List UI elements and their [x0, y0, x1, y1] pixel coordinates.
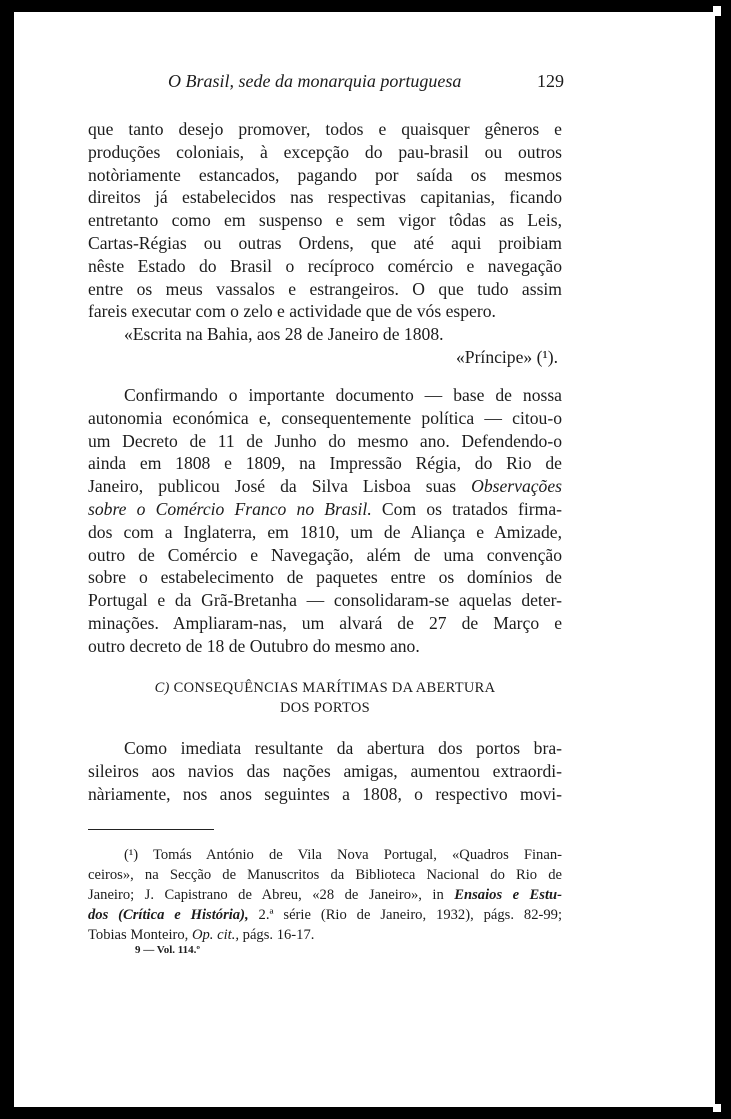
paragraph-1 [88, 118, 562, 369]
footnote-line [88, 925, 562, 945]
footnote-line [88, 885, 562, 905]
text-line: Cartas-Régias ou outras Ordens, que até aqui proibiam [88, 232, 562, 253]
text-line: Confirmando o importante documento — base de nossa [124, 385, 562, 405]
text-line: sileiros aos navios das nações amigas, aumentou extraordi- [88, 760, 562, 781]
footnote-divider [88, 829, 214, 830]
section-heading-line [88, 678, 562, 698]
paragraph-2 [88, 384, 562, 658]
closing-line: «Escrita na Bahia, aos 28 de Janeiro de 1808. [124, 324, 444, 345]
text-line: direitos já estabelecidos nas respectivas capitanias, ficando [88, 187, 562, 208]
text-segment: Com os tratados firma- [381, 498, 562, 519]
text-line: Como imediata resultante da abertura dos portos bra- [124, 738, 562, 758]
italic-title: Ensaios e Estu- [454, 887, 563, 903]
text-line: ainda em 1808 e 1809, na Impressão Régia, do Rio de [88, 453, 562, 474]
crop-mark-top-right [713, 6, 721, 16]
section-heading-line: DOS PORTOS [279, 700, 371, 716]
text-line [88, 475, 562, 498]
text-line: nêste Estado do Brasil o recíproco comércio e navegação [88, 255, 562, 276]
page-number: 129 [537, 71, 564, 91]
text-line: autonomia económica e, consequentemente política — citou-o [88, 407, 562, 428]
running-header [150, 71, 564, 95]
text-line: fareis executar com o zelo e actividade que de vós espero. [88, 301, 496, 322]
footnote [88, 845, 562, 945]
italic-title: Observações [471, 476, 562, 497]
text-line: outro de Comércio e Navegação, além de uma convenção [88, 544, 562, 565]
text-line: dos com a Inglaterra, em 1810, um de Aliança e Amizade, [88, 521, 562, 542]
text-segment: Tobias Monteiro, [88, 927, 189, 943]
footnote-line [88, 905, 562, 925]
running-title: O Brasil, sede da monarquia portuguesa [168, 71, 462, 91]
italic-title: dos (Crítica e História), [88, 907, 249, 923]
text-segment: 2.ª série (Rio de Janeiro, 1932), págs. 82-99; [258, 907, 562, 923]
section-title: CONSEQUÊNCIAS MARÍTIMAS DA ABERTURA [173, 680, 496, 696]
text-segment: Janeiro; J. Capistrano de Abreu, «28 de Janeiro», in [88, 887, 444, 903]
section-letter: C) [154, 680, 170, 696]
text-line: notòriamente estancados, pagando por saída os mesmos [88, 164, 562, 185]
section-heading [88, 678, 562, 718]
text-segment: págs. 16-17. [242, 927, 315, 943]
text-line: minações. Ampliaram-nas, um alvará de 27 de Março e [88, 612, 562, 633]
paragraph-3 [88, 737, 562, 805]
footnote-line [88, 845, 562, 865]
text-line: produções coloniais, à excepção do pau-brasil ou outros [88, 141, 562, 162]
text-line: sobre o estabelecimento de paquetes entre os domínios de [88, 567, 562, 588]
text-line: Portugal e da Grã-Bretanha — consolidaram-se aquelas deter- [88, 590, 562, 611]
footnote-line: ceiros», na Secção de Manuscritos da Biblioteca Nacional do Rio de [88, 867, 562, 883]
text-line: entre os meus vassalos e estrangeiros. O que tudo assim [88, 278, 562, 299]
text-line [88, 498, 562, 521]
text-segment: Tomás António de Vila Nova Portugal, «Quadros Finan- [152, 847, 562, 863]
signature-line: «Príncipe» (¹). [455, 346, 558, 367]
text-line: entretanto como em suspenso e sem vigor tôdas as Leis, [88, 210, 562, 231]
text-segment: Janeiro, publicou José da Silva Lisboa suas [88, 476, 457, 497]
text-line: nàriamente, nos anos seguintes a 1808, o respectivo movi- [88, 783, 562, 804]
italic-reference: Op. cit., [191, 927, 239, 943]
crop-mark-bottom-right [713, 1104, 721, 1112]
printer-signature-mark: 9 — Vol. 114.º [135, 944, 201, 956]
text-line: outro decreto de 18 de Outubro do mesmo ano. [88, 635, 420, 656]
footnote-marker: (¹) [124, 847, 139, 863]
text-line: um Decreto de 11 de Junho do mesmo ano. Defendendo-o [88, 430, 562, 451]
text-line: que tanto desejo promover, todos e quaisquer gêneros e [88, 119, 562, 139]
italic-title: sobre o Comércio Franco no Brasil. [88, 498, 372, 519]
